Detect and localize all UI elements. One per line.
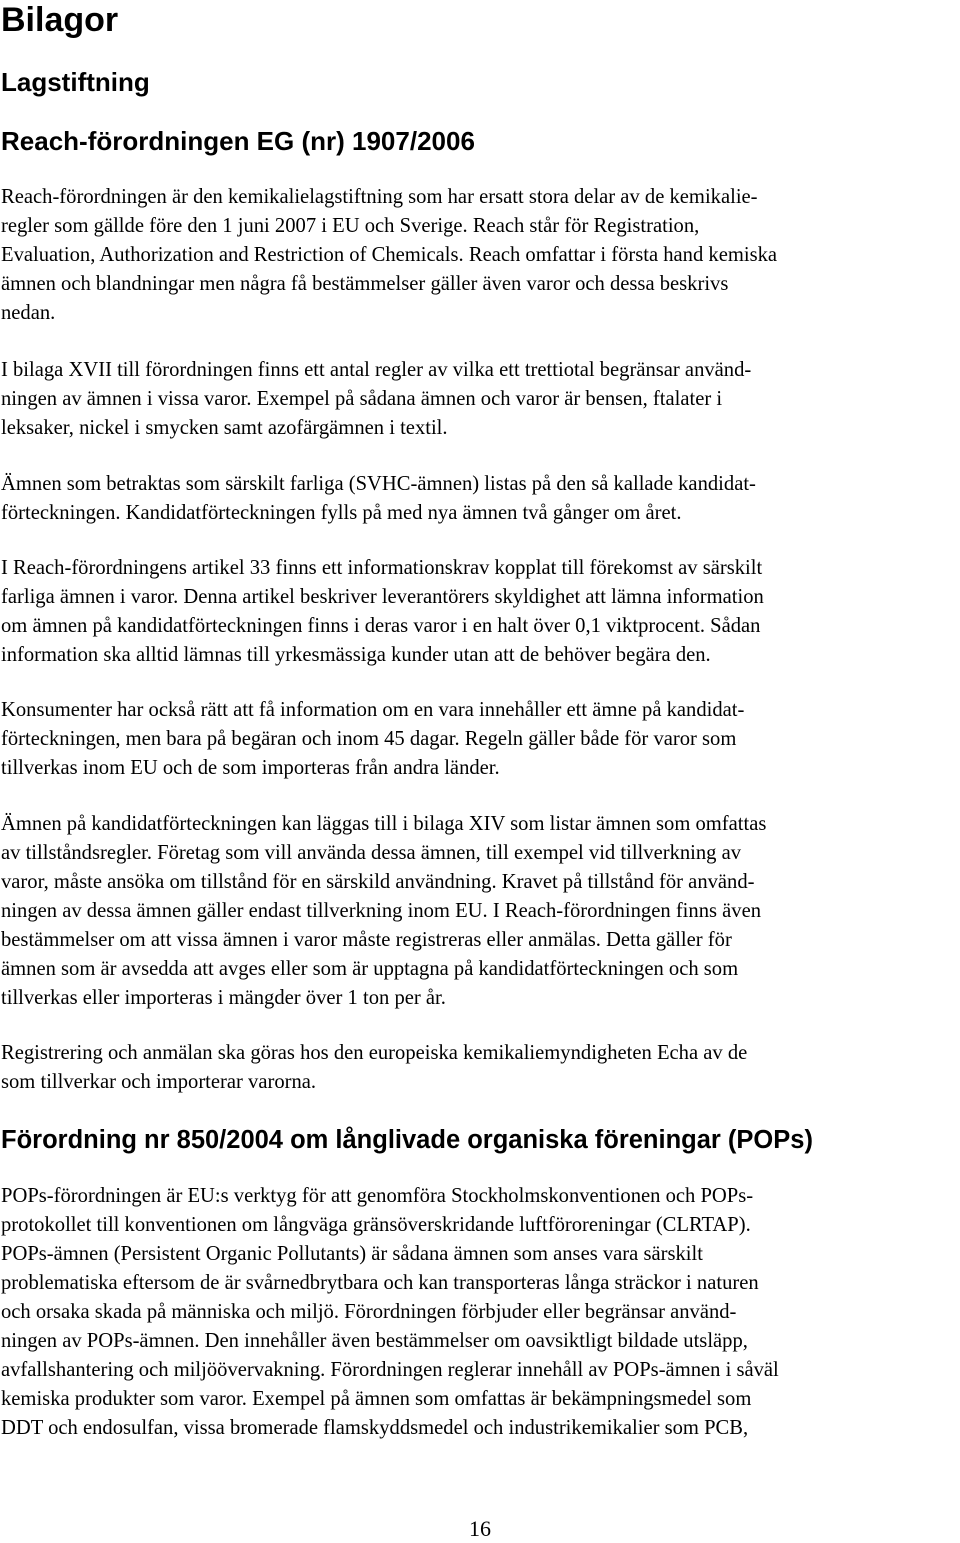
reach-paragraph-1 bbox=[1, 183, 959, 328]
text-line: tillverkas eller importeras i mängder över 1 ton per år. bbox=[1, 987, 446, 1009]
text-line: Ämnen som betraktas som särskilt farliga (SVHC-ämnen) listas på den så kallade kandidat- bbox=[1, 473, 756, 495]
text-line: regler som gällde före den 1 juni 2007 i EU och Sverige. Reach står för Registration, bbox=[1, 215, 700, 237]
text-line: ningen av dessa ämnen gäller endast tillverkning inom EU. I Reach-förordningen finns även bbox=[1, 900, 762, 922]
reach-paragraph-4 bbox=[1, 554, 959, 670]
pops-paragraph-1 bbox=[1, 1182, 959, 1443]
text-line: DDT och endosulfan, vissa bromerade flamskyddsmedel och industrikemikalier som PCB, bbox=[1, 1417, 749, 1439]
text-line: varor, måste ansöka om tillstånd för en särskild användning. Kravet på tillstånd för använd- bbox=[1, 871, 755, 893]
text-line: nedan. bbox=[1, 302, 56, 324]
text-line: förteckningen, men bara på begäran och inom 45 dagar. Regeln gäller både för varor som bbox=[1, 728, 737, 750]
text-line: POPs-förordningen är EU:s verktyg för att genomföra Stockholmskonventionen och POPs- bbox=[1, 1185, 754, 1207]
reach-paragraph-6 bbox=[1, 810, 959, 1013]
reach-paragraph-3 bbox=[1, 470, 959, 528]
section-heading-lagstiftning: Lagstiftning bbox=[1, 67, 150, 97]
text-line: I bilaga XVII till förordningen finns ett antal regler av vilka ett trettiotal begränsar använd- bbox=[1, 359, 752, 381]
text-line: information ska alltid lämnas till yrkesmässiga kunder utan att de behöver begära den. bbox=[1, 644, 711, 666]
text-line: ämnen som är avsedda att avges eller som är upptagna på kandidatförteckningen och som bbox=[1, 958, 739, 980]
text-line: Registrering och anmälan ska göras hos den europeiska kemikaliemyndigheten Echa av de bbox=[1, 1042, 748, 1064]
text-line: förteckningen. Kandidatförteckningen fylls på med nya ämnen två gånger om året. bbox=[1, 502, 682, 524]
reach-paragraph-2 bbox=[1, 356, 959, 443]
text-line: som tillverkar och importerar varorna. bbox=[1, 1071, 317, 1093]
text-line: problematiska eftersom de är svårnedbrytbara och kan transporteras långa sträckor i naturen bbox=[1, 1272, 759, 1294]
pops-heading: Förordning nr 850/2004 om långlivade organiska föreningar (POPs) bbox=[1, 1126, 813, 1154]
text-line: bestämmelser om att vissa ämnen i varor måste registreras eller anmälas. Detta gäller för bbox=[1, 929, 732, 951]
text-line: ningen av ämnen i vissa varor. Exempel på sådana ämnen och varor är bensen, ftalater i bbox=[1, 388, 723, 410]
text-line: Ämnen på kandidatförteckningen kan läggas till i bilaga XIV som listar ämnen som omfattas bbox=[1, 813, 767, 835]
text-line: ämnen och blandningar men några få bestämmelser gäller även varor och dessa beskrivs bbox=[1, 273, 729, 295]
text-line: protokollet till konventionen om långväga gränsöverskridande luftföroreningar (CLRTAP). bbox=[1, 1214, 751, 1236]
text-line: Konsumenter har också rätt att få information om en vara innehåller ett ämne på kandidat- bbox=[1, 699, 745, 721]
text-line: Reach-förordningen är den kemikalielagstiftning som har ersatt stora delar av de kemikalie- bbox=[1, 186, 758, 208]
text-line: I Reach-förordningens artikel 33 finns ett informationskrav kopplat till förekomst av särskilt bbox=[1, 557, 763, 579]
page-number: 16 bbox=[469, 1516, 491, 1541]
text-line: ningen av POPs-ämnen. Den innehåller även bestämmelser om oavsiktligt bildade utsläpp, bbox=[1, 1330, 748, 1352]
text-line: POPs-ämnen (Persistent Organic Pollutants) är sådana ämnen som anses vara särskilt bbox=[1, 1243, 703, 1265]
text-line: kemiska produkter som varor. Exempel på ämnen som omfattas är bekämpningsmedel som bbox=[1, 1388, 752, 1410]
text-line: tillverkas inom EU och de som importeras från andra länder. bbox=[1, 757, 500, 779]
page-title: Bilagor bbox=[1, 1, 119, 39]
text-line: Evaluation, Authorization and Restriction of Chemicals. Reach omfattar i första hand kemiska bbox=[1, 244, 778, 266]
text-line: avfallshantering och miljöövervakning. Förordningen reglerar innehåll av POPs-ämnen i såväl bbox=[1, 1359, 779, 1381]
text-line: farliga ämnen i varor. Denna artikel beskriver leverantörers skyldighet att lämna information bbox=[1, 586, 764, 608]
reach-paragraph-5 bbox=[1, 696, 959, 783]
text-line: och orsaka skada på människa och miljö. Förordningen förbjuder eller begränsar använd- bbox=[1, 1301, 737, 1323]
text-line: leksaker, nickel i smycken samt azofärgämnen i textil. bbox=[1, 417, 448, 439]
text-line: av tillståndsregler. Företag som vill använda dessa ämnen, till exempel vid tillverkning av bbox=[1, 842, 742, 864]
text-line: om ämnen på kandidatförteckningen finns i deras varor i en halt över 0,1 viktprocent. Sådan bbox=[1, 615, 761, 637]
reach-heading: Reach-förordningen EG (nr) 1907/2006 bbox=[1, 126, 475, 156]
reach-paragraph-7 bbox=[1, 1039, 959, 1097]
